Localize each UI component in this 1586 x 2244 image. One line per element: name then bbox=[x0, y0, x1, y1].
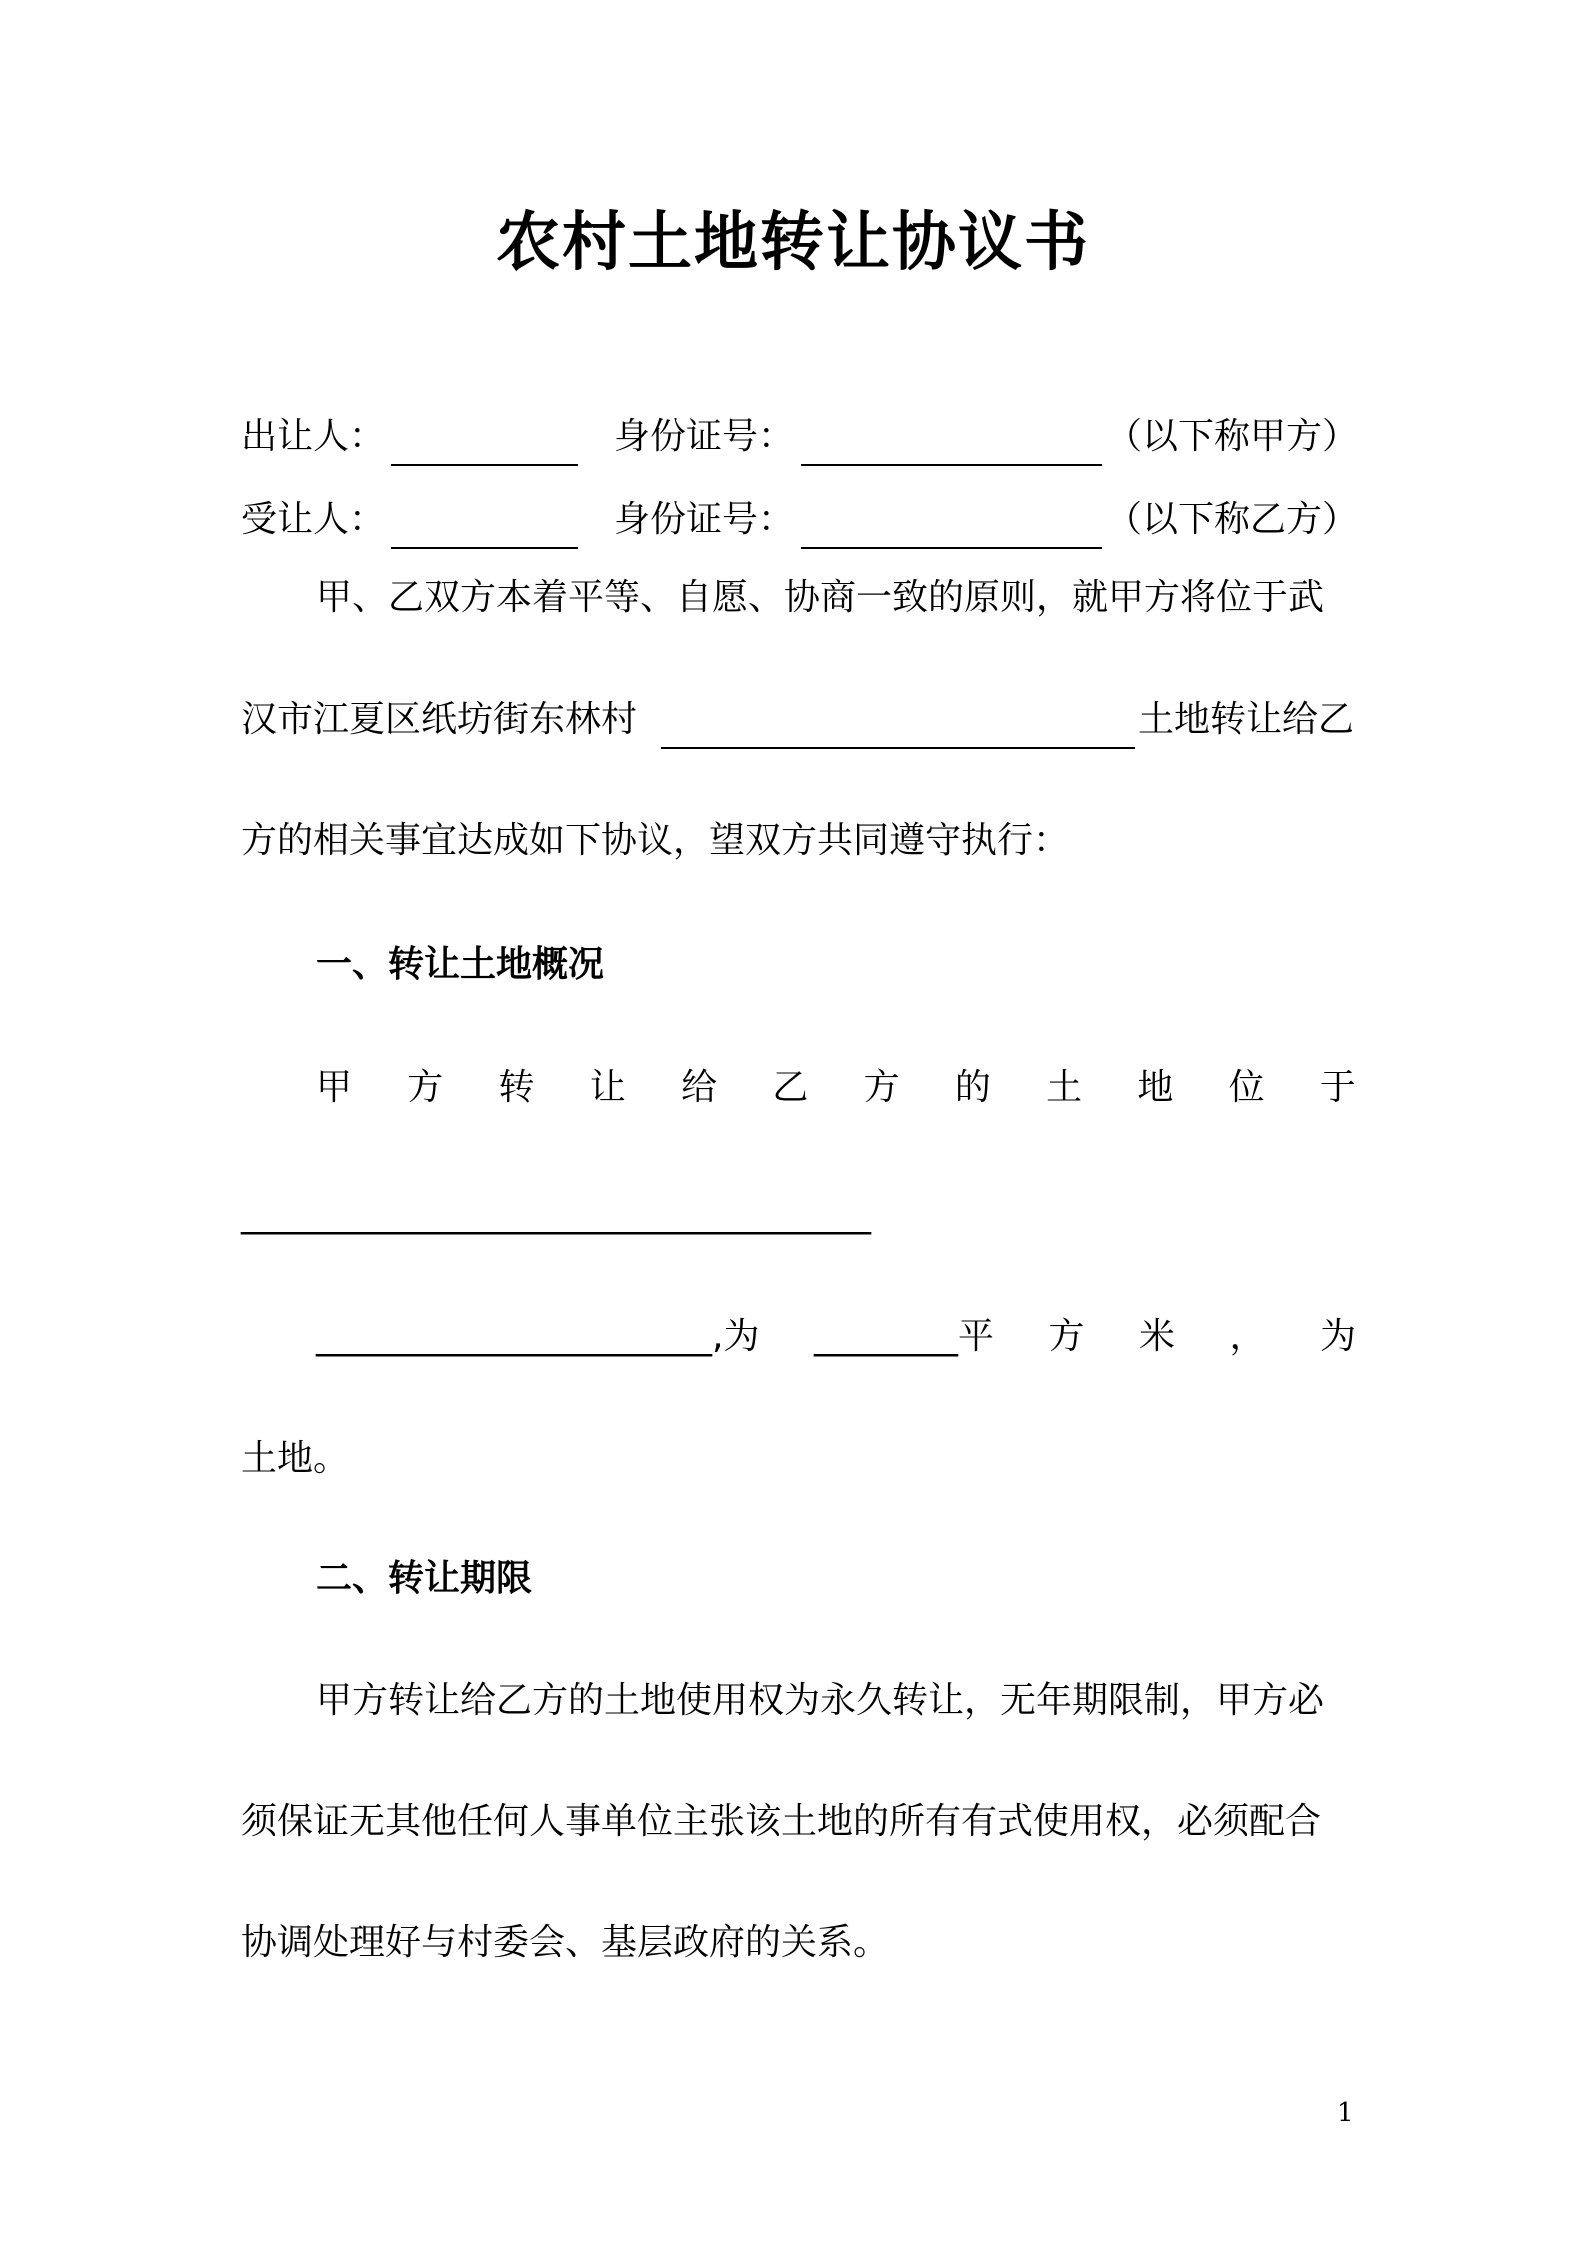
spread-char: 的 bbox=[954, 1067, 991, 1108]
spread-char: 方 bbox=[407, 1067, 444, 1108]
area-line-part: ______________________,为 bbox=[316, 1316, 760, 1357]
spread-char: 地 bbox=[1137, 1067, 1174, 1108]
document-title: 农村土地转让协议书 bbox=[496, 206, 1090, 280]
spread-char: 甲 bbox=[316, 1067, 353, 1108]
section-2-line-3: 协调处理好与村委会、基层政府的关系。 bbox=[241, 1922, 890, 1963]
spread-char: 给 bbox=[681, 1067, 718, 1108]
party-a-note: （以下称甲方） bbox=[1106, 416, 1359, 457]
section-1-spread-line bbox=[316, 1063, 1356, 1113]
spread-char: 乙 bbox=[772, 1067, 809, 1108]
transferee-name-blank[interactable] bbox=[391, 547, 578, 549]
intro-line-2-suffix: 土地转让给乙 bbox=[1138, 699, 1355, 740]
area-line-part: 米 bbox=[1138, 1316, 1175, 1357]
transferor-id-blank[interactable] bbox=[801, 464, 1102, 466]
spread-char: 位 bbox=[1228, 1067, 1265, 1108]
area-line-part: ， bbox=[1229, 1316, 1266, 1357]
intro-line-2-prefix: 汉市江夏区纸坊街东林村 bbox=[241, 699, 638, 740]
transferor-id-label: 身份证号： bbox=[614, 416, 795, 457]
area-line bbox=[316, 1312, 1356, 1362]
party-b-note: （以下称乙方） bbox=[1106, 499, 1359, 540]
intro-line-3: 方的相关事宜达成如下协议，望双方共同遵守执行： bbox=[241, 820, 1070, 861]
land-type-suffix: 土地。 bbox=[241, 1438, 350, 1479]
location-detail-blank[interactable]: ___________________________________ bbox=[241, 1194, 871, 1235]
spread-char: 于 bbox=[1319, 1067, 1356, 1108]
spread-char: 转 bbox=[498, 1067, 535, 1108]
transferee-id-label: 身份证号： bbox=[614, 499, 795, 540]
spread-char: 土 bbox=[1046, 1067, 1083, 1108]
section-2-heading: 二、转让期限 bbox=[316, 1558, 533, 1599]
transferor-label: 出让人： bbox=[241, 416, 386, 457]
transferee-id-blank[interactable] bbox=[801, 547, 1102, 549]
page-number: 1 bbox=[1337, 2098, 1354, 2128]
area-line-part: 为 bbox=[1319, 1316, 1356, 1357]
section-2-line-1: 甲方转让给乙方的土地使用权为永久转让，无年期限制，甲方必 bbox=[316, 1680, 1325, 1721]
transferee-label: 受让人： bbox=[241, 499, 386, 540]
area-line-part: ________平 bbox=[813, 1316, 994, 1357]
spread-char: 让 bbox=[589, 1067, 626, 1108]
section-1-heading: 一、转让土地概况 bbox=[316, 944, 605, 985]
transferor-name-blank[interactable] bbox=[391, 464, 578, 466]
area-line-part: 方 bbox=[1048, 1316, 1085, 1357]
location-blank[interactable] bbox=[661, 747, 1135, 749]
section-2-line-2: 须保证无其他任何人事单位主张该土地的所有有式使用权，必须配合 bbox=[241, 1801, 1322, 1842]
intro-line-1: 甲、乙双方本着平等、自愿、协商一致的原则，就甲方将位于武 bbox=[316, 577, 1325, 618]
spread-char: 方 bbox=[863, 1067, 900, 1108]
